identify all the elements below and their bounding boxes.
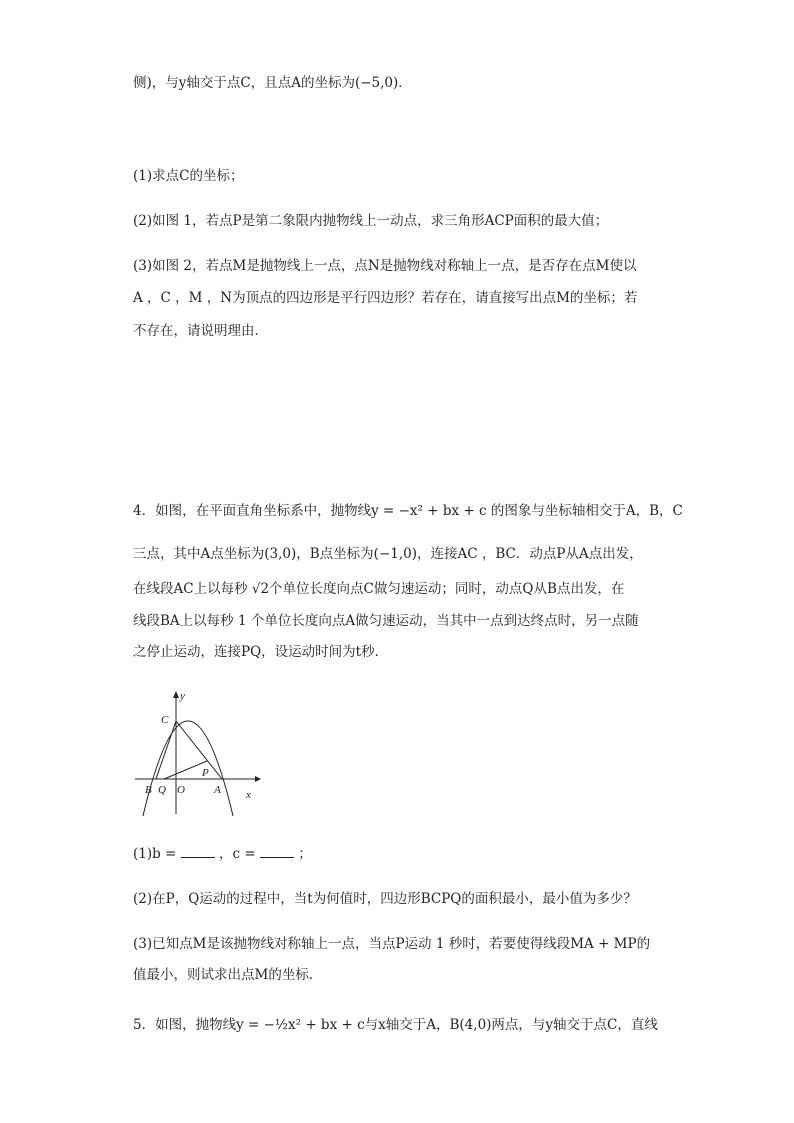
- answer-blank-b[interactable]: [181, 845, 215, 858]
- question-4-part-3-line-2: 值最小，则试求出点M的坐标．: [133, 967, 323, 983]
- problem-4-line-4: 线段BA上以每秒 1 个单位长度向点A做匀速运动，当其中一点到达终点时，另一点随: [133, 613, 639, 629]
- question-3-part-3-line-2: A ，C ，M ，N为顶点的四边形是平行四边形？若存在，请直接写出点M的坐标；若: [133, 290, 638, 306]
- question-4-part-2: (2)在P，Q运动的过程中，当t为何值时，四边形BCPQ的面积最小，最小值为多少？: [133, 891, 637, 907]
- text-line-1: 侧)，与y轴交于点C，且点A的坐标为(−5,0)．: [133, 75, 412, 91]
- label-y: y: [180, 690, 185, 702]
- question-3-part-2: (2)如图 1，若点P是第二象限内抛物线上一动点，求三角形ACP面积的最大值；: [133, 213, 609, 229]
- x-axis-arrow: [255, 776, 261, 782]
- label-A: A: [214, 784, 221, 796]
- answer-blank-c[interactable]: [260, 845, 294, 858]
- problem-4-line-2: 三点，其中A点坐标为(3,0)，B点坐标为(−1,0)，连接AC ，BC．动点P从A点出发，: [133, 546, 643, 562]
- label-x: x: [246, 789, 251, 801]
- label-Q: Q: [158, 784, 166, 796]
- label-C: C: [161, 714, 169, 726]
- segment-AC: [176, 721, 222, 779]
- question-4-part-1: [133, 845, 312, 863]
- q4-end: ；: [298, 846, 312, 862]
- question-3-part-3-line-3: 不存在，请说明理由．: [133, 323, 268, 339]
- label-O: O: [177, 784, 185, 796]
- problem-4-line-3: 在线段AC上以每秒 √2个单位长度向点C做匀速运动；同时，动点Q从B点出发，在: [133, 581, 625, 597]
- label-B: B: [145, 784, 152, 796]
- q4-b-label: (1)b =: [133, 846, 177, 862]
- question-3-part-1: (1)求点C的坐标；: [133, 168, 244, 184]
- segment-BC: [156, 721, 176, 779]
- q4-c-label: ，c =: [218, 846, 256, 862]
- problem-4-line-1: 4．如图，在平面直角坐标系中，抛物线y = −x² + bx + c 的图象与坐标轴相交于A，B，C: [133, 503, 683, 519]
- parabola-figure: [133, 686, 263, 821]
- question-4-part-3-line-1: (3)已知点M是该抛物线对称轴上一点，当点P运动 1 秒时，若要使得线段MA + MP的: [133, 936, 651, 952]
- problem-4-line-5: 之停止运动，连接PQ，设运动时间为t秒．: [133, 644, 389, 660]
- question-3-part-3-line-1: (3)如图 2，若点M是抛物线上一点，点N是抛物线对称轴上一点，是否存在点M使以: [133, 258, 637, 274]
- label-P: P: [202, 767, 209, 779]
- y-axis-arrow: [173, 691, 179, 698]
- problem-5-line-1: 5．如图，抛物线y = −½x² + bx + c与x轴交于A，B(4,0)两点，与y轴交于点C，直线: [133, 1017, 658, 1033]
- segment-PQ: [164, 761, 207, 779]
